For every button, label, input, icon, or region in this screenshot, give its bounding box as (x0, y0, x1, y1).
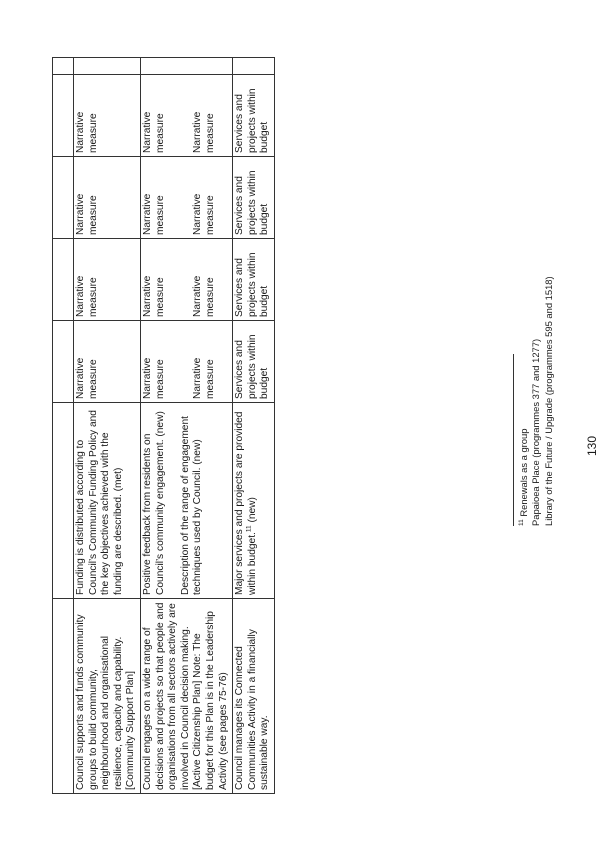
footnote-line (530, 276, 542, 526)
table-row (233, 58, 275, 794)
footnote-line (518, 276, 530, 526)
table-cell: Services and projects within budget (233, 75, 275, 157)
table-cell (53, 239, 74, 321)
table-row (140, 58, 232, 794)
table-cell: Positive feedback from residents on Council’s community engagement. (new) Description of the range of engagement techniques used by Council. (new) (140, 403, 232, 599)
table-cell: Narrative measure (74, 157, 141, 239)
table-cell: Services and projects within budget (233, 157, 275, 239)
table-cell (53, 157, 74, 239)
table-cell: Narrative measure Narrative measure (140, 321, 232, 403)
table-cell: Services and projects within budget (233, 321, 275, 403)
table-cell (53, 75, 74, 157)
table-cell (140, 58, 232, 75)
footnote-divider (513, 354, 514, 526)
table-cell: Council manages its Connected Communities Activity in a financially sustainable way. (233, 599, 275, 794)
table-cell (53, 321, 74, 403)
cell-text-suffix: (new) (246, 497, 258, 526)
footnote-text: Papaioea Place (programmes 377 and 1277) (530, 338, 542, 526)
cell-text: Major services and projects are provided within budget. (234, 411, 258, 595)
table-cell: Services and projects within budget (233, 239, 275, 321)
page-number: 130 (585, 435, 599, 456)
table-cell: Narrative measure (74, 75, 141, 157)
table-cell (53, 58, 74, 75)
table-cell: Narrative measure Narrative measure (140, 239, 232, 321)
footnote-marker: 11 (517, 519, 525, 526)
measures-table (52, 57, 275, 794)
footnotes (518, 276, 555, 526)
table-cell: Funding is distributed according to Council’s Community Funding Policy and the key objectives achieved with the funding are described. (met) (74, 403, 141, 599)
table-cell: Narrative measure (74, 239, 141, 321)
table-cell (53, 403, 74, 599)
table-cell (53, 599, 74, 794)
table-cell: Council supports and funds community groups to build community, neighbourhood and organisational resilience, capacity and capability. [Community Support Plan] (74, 599, 141, 794)
table-row (74, 58, 141, 794)
table-cell (233, 58, 275, 75)
table-cell (74, 58, 141, 75)
footnote-text: Library of the Future / Upgrade (programmes 595 and 1518) (542, 276, 554, 526)
table-cell (233, 403, 275, 599)
footnote-reference: 11 (245, 525, 253, 533)
footnote-text: Renewals as a group (518, 428, 529, 520)
table-cell: Narrative measure Narrative measure (140, 75, 232, 157)
table-row (53, 58, 74, 794)
table-cell: Narrative measure (74, 321, 141, 403)
footnote-line (543, 276, 555, 526)
table-cell: Narrative measure Narrative measure (140, 157, 232, 239)
table-cell: Council engages on a wide range of decisions and projects so that people and organisations from all sectors actively are involved in Council decision making. [Active Citizenship Plan] Note: The budget for this Plan is in the Leadership Activity (see pages 75-76) (140, 599, 232, 794)
